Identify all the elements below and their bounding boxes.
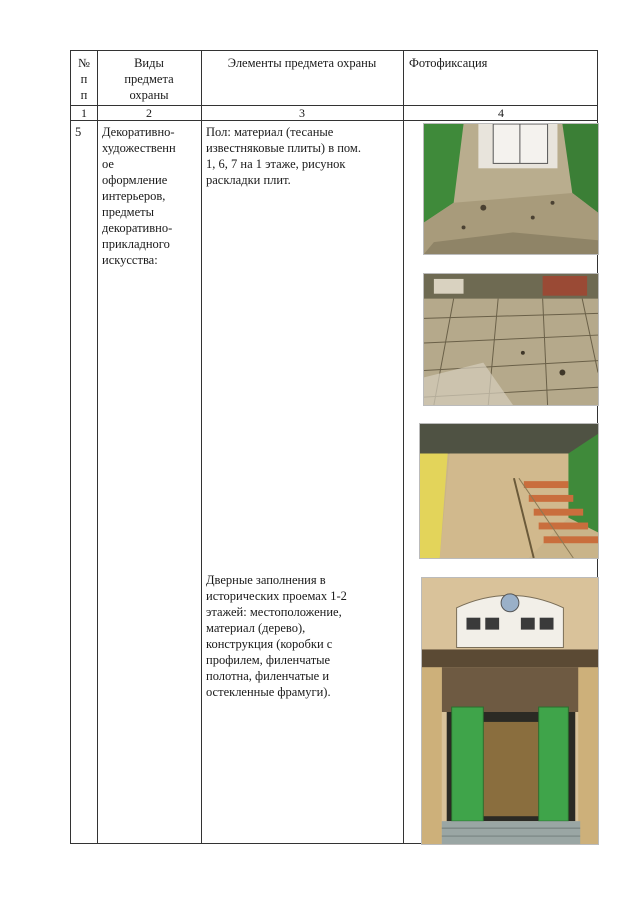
floor-photo-2 <box>423 273 599 406</box>
column-number-1: 1 <box>81 106 87 120</box>
photo-floor-room-door-icon <box>424 124 598 254</box>
header-number: № п п <box>78 56 90 102</box>
header-protection-elements: Элементы предмета охраны <box>227 56 377 70</box>
column-divider <box>97 51 98 843</box>
column-number-2: 2 <box>146 106 152 120</box>
row-number: 5 <box>75 125 82 139</box>
floor-photo-1 <box>423 123 599 255</box>
photo-floor-stairs-icon <box>420 424 598 558</box>
photo-entrance-door-icon <box>422 578 598 844</box>
column-divider <box>403 51 404 843</box>
floor-description: Пол: материал (тесаные известняковые плиты) в пом. 1, 6, 7 на 1 этаже, рисунок раскладки плит. <box>206 125 361 187</box>
row-protection-type: Декоративно- художественн ое оформление интерьеров, предметы декоративно- прикладного искусства: <box>102 125 176 267</box>
photo-floor-tiles-icon <box>424 274 598 405</box>
header-photo-fixation: Фотофиксация <box>409 56 488 70</box>
door-description: Дверные заполнения в исторических проемах 1-2 этажей: местоположение, материал (дерево), конструкция (коробки с профилем, филенчатые полотна, филенчатые и остекленные фрамуги). <box>206 573 347 699</box>
column-divider <box>201 51 202 843</box>
floor-photo-3 <box>419 423 599 559</box>
column-number-4: 4 <box>498 106 504 120</box>
header-protection-type: Виды предмета охраны <box>124 56 174 102</box>
heritage-table <box>70 50 598 844</box>
door-photo <box>421 577 599 845</box>
column-number-3: 3 <box>299 106 305 120</box>
